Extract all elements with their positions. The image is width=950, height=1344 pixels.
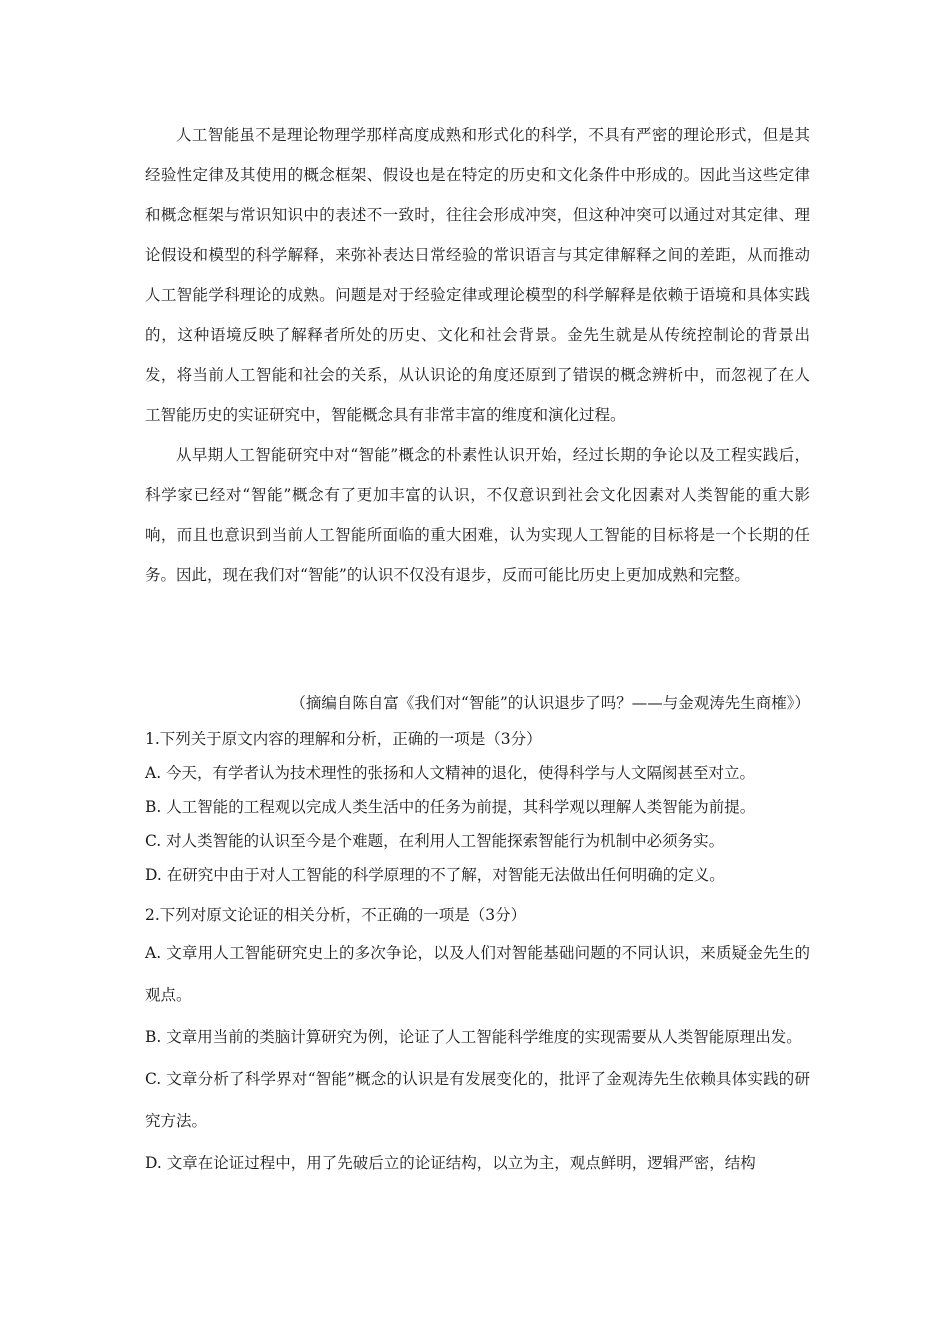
question-2-option-b: B. 文章用当前的类脑计算研究为例，论证了人工智能科学维度的实现需要从人类智能原理出发。 xyxy=(145,1028,802,1046)
passage-source: （摘编自陈自富《我们对“智能”的认识退步了吗？——与金观涛先生商榷》） xyxy=(290,694,810,712)
question-1 xyxy=(145,722,810,892)
question-1-option-c: C. 对人类智能的认识至今是个难题，在利用人工智能探索智能行为机制中必须务实。 xyxy=(145,832,725,850)
question-1-option-a: A. 今天，有学者认为技术理性的张扬和人文精神的退化，使得科学与人文隔阂甚至对立。 xyxy=(145,764,756,782)
question-1-option-b: B. 人工智能的工程观以完成人类生活中的任务为前提，其科学观以理解人类智能为前提。 xyxy=(145,798,756,816)
question-2-option-c: C. 文章分析了科学界对“智能”概念的认识是有发展变化的，批评了金观涛先生依赖具体实践的研究方法。 xyxy=(145,1070,810,1130)
passage-source-block xyxy=(145,688,810,718)
question-2 xyxy=(145,898,810,1184)
question-1-stem: 1.下列关于原文内容的理解和分析，正确的一项是（3分） xyxy=(145,730,542,748)
question-2-stem: 2.下列对原文论证的相关分析，不正确的一项是（3分） xyxy=(145,906,527,924)
passage-paragraph-2: 从早期人工智能研究中对“智能”概念的朴素性认识开始，经过长期的争论以及工程实践后，科学家已经对“智能”概念有了更加丰富的认识，不仅意识到社会文化因素对人类智能的重大影响，而且也意识到当前人工智能所面临的重大困难，认为实现人工智能的目标将是一个长期的任务。因此，现在我们对“智能”的认识不仅没有退步，反而可能比历史上更加成熟和完整。 xyxy=(145,446,810,584)
passage-paragraph-1: 人工智能虽不是理论物理学那样高度成熟和形式化的科学，不具有严密的理论形式，但是其经验性定律及其使用的概念框架、假设也是在特定的历史和文化条件中形成的。因此当这些定律和概念框架与常识知识中的表述不一致时，往往会形成冲突，但这种冲突可以通过对其定律、理论假设和模型的科学解释，来弥补表达日常经验的常识语言与其定律解释之间的差距，从而推动人工智能学科理论的成熟。问题是对于经验定律或理论模型的科学解释是依赖于语境和具体实践的，这种语境反映了解释者所处的历史、文化和社会背景。金先生就是从传统控制论的背景出发，将当前人工智能和社会的关系，从认识论的角度还原到了错误的概念辨析中，而忽视了在人工智能历史的实证研究中，智能概念具有非常丰富的维度和演化过程。 xyxy=(145,126,810,424)
question-1-option-d: D. 在研究中由于对人工智能的科学原理的不了解，对智能无法做出任何明确的定义。 xyxy=(145,866,725,884)
passage xyxy=(145,115,810,595)
question-2-option-a: A. 文章用人工智能研究史上的多次争论，以及人们对智能基础问题的不同认识，来质疑金先生的观点。 xyxy=(145,944,810,1004)
question-2-option-d: D. 文章在论证过程中，用了先破后立的论证结构，以立为主，观点鲜明，逻辑严密，结构 xyxy=(145,1154,756,1172)
